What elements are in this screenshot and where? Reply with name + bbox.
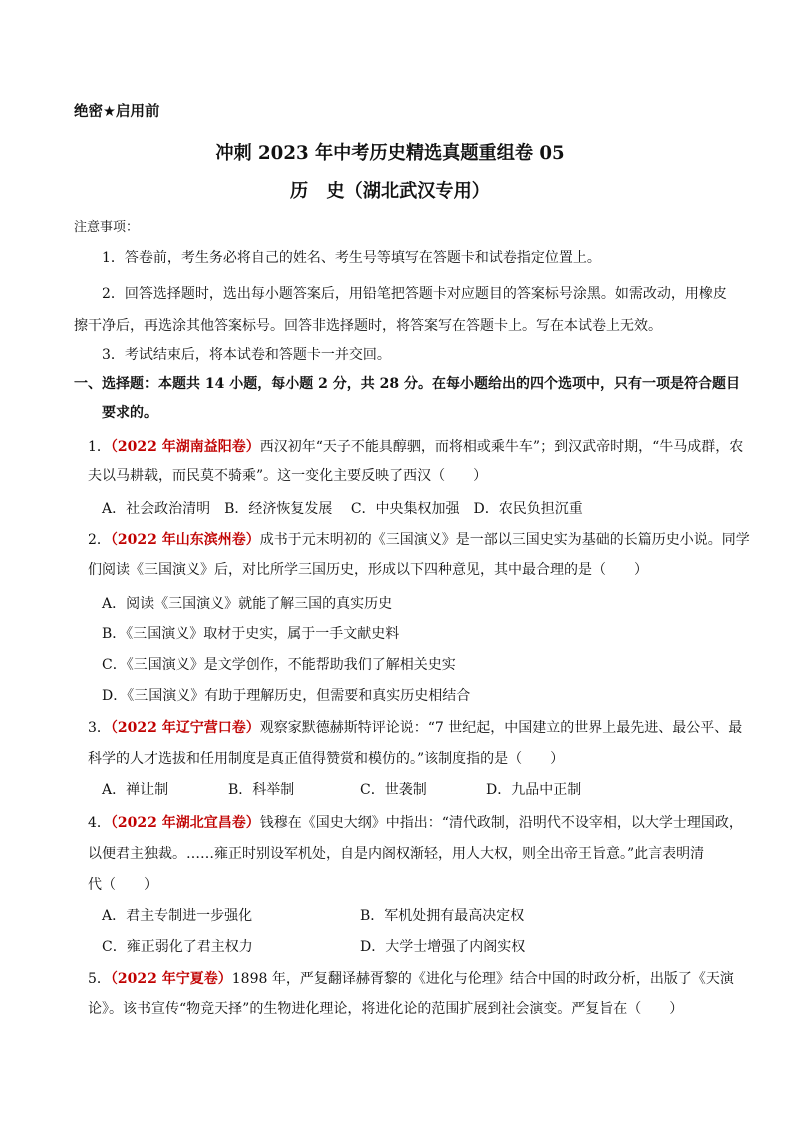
option-a: A．君主专制进一步强化 — [102, 908, 253, 924]
option-c: C．《三国演义》是文学创作，不能帮助我们了解相关史实 — [102, 657, 456, 673]
question-2-line — [88, 529, 750, 549]
exam-title: 冲刺 2023 年中考历史精选真题重组卷 05 — [215, 143, 565, 164]
exam-subtitle: 历 史（湖北武汉专用） — [290, 181, 490, 202]
option-d: D．九品中正制 — [486, 782, 582, 798]
confidential-mark: 绝密★启用前 — [74, 104, 160, 120]
question-stem-continued: 们阅读《三国演义》后，对比所学三国历史，形成以下四种意见，其中最合理的是（ ） — [88, 562, 648, 578]
question-stem: 西汉初年“天子不能具醇驷，而将相或乘牛车”；到汉武帝时期，“牛马成群，农 — [259, 439, 744, 455]
notice-item-continued: 擦干净后，再选涂其他答案标号。回答非选择题时，将答案写在答题卡上。写在本试卷上无效。 — [74, 318, 662, 334]
question-number: 5． — [88, 971, 111, 987]
notice-item: 1．答卷前，考生务必将自己的姓名、考生号等填写在答题卡和试卷指定位置上。 — [102, 250, 601, 266]
section-heading: 一、选择题：本题共 14 小题，每小题 2 分，共 28 分。在每小题给出的四个选项中，只有一项是符合题目 — [74, 376, 740, 392]
question-5-line — [88, 968, 734, 988]
option-b: B．科举制 — [228, 782, 295, 798]
question-source: （2022 年山东滨州卷） — [110, 532, 260, 548]
question-stem: 成书于元末明初的《三国演义》是一部以三国史实为基础的长篇历史小说。同学 — [259, 532, 750, 548]
question-stem-continued: 科学的人才选拔和任用制度是真正值得赞赏和模仿的。”该制度指的是（ ） — [88, 751, 565, 767]
option-d: D．《三国演义》有助于理解历史，但需要和真实历史相结合 — [102, 688, 471, 704]
question-stem-continued: 以便君主独裁。……雍正时别设军机处，自是内阁权渐轻，用人大权，则全出帝王旨意。”此言表明清 — [88, 846, 705, 862]
question-4-line — [88, 812, 743, 832]
question-1-options: A．社会政治清明 B．经济恢复发展 C．中央集权加强 D．农民负担沉重 — [102, 501, 583, 517]
option-a: A．阅读《三国演义》就能了解三国的真实历史 — [102, 596, 393, 612]
section-heading-continued: 要求的。 — [102, 405, 158, 421]
option-c: C．世袭制 — [360, 782, 427, 798]
question-stem-continued: 夫以马耕载，而民莫不骑乘”。这一变化主要反映了西汉（ ） — [88, 468, 488, 484]
question-stem-continued: 论》。该书宣传“物竞天择”的生物进化理论，将进化论的范围扩展到社会演变。严复旨在（ ） — [88, 1001, 684, 1017]
question-number: 4． — [88, 815, 111, 831]
notice-item: 3．考试结束后，将本试卷和答题卡一并交回。 — [102, 347, 391, 363]
question-stem-continued: 代（ ） — [88, 877, 158, 893]
question-1-line — [88, 436, 743, 456]
question-source: （2022 年宁夏卷） — [110, 971, 232, 987]
question-number: 3． — [88, 720, 111, 736]
option-d: D．大学士增强了内阁实权 — [360, 939, 526, 955]
question-source: （2022 年湖南益阳卷） — [110, 439, 260, 455]
notice-label: 注意事项： — [74, 220, 140, 235]
question-stem: 钱穆在《国史大纲》中指出：“清代政制，沿明代不设宰相，以大学士理国政， — [259, 815, 743, 831]
notice-item: 2．回答选择题时，选出每小题答案后，用铅笔把答题卡对应题目的答案标号涂黑。如需改动，用橡皮 — [102, 286, 727, 302]
option-c: C．雍正弱化了君主权力 — [102, 939, 253, 955]
question-number: 2． — [88, 532, 111, 548]
question-stem: 观察家默德赫斯特评论说：“7 世纪起，中国建立的世界上最先进、最公平、最 — [259, 720, 743, 736]
question-source: （2022 年湖北宜昌卷） — [110, 815, 260, 831]
question-number: 1． — [88, 439, 111, 455]
question-stem: 1898 年，严复翻译赫胥黎的《进化与伦理》结合中国的时政分析，出版了《天演 — [231, 971, 734, 987]
option-b: B．军机处拥有最高决定权 — [360, 908, 525, 924]
question-source: （2022 年辽宁营口卷） — [110, 720, 260, 736]
question-3-line — [88, 717, 742, 737]
option-b: B．《三国演义》取材于史实，属于一手文献史料 — [102, 626, 400, 642]
option-a: A．禅让制 — [102, 782, 169, 798]
